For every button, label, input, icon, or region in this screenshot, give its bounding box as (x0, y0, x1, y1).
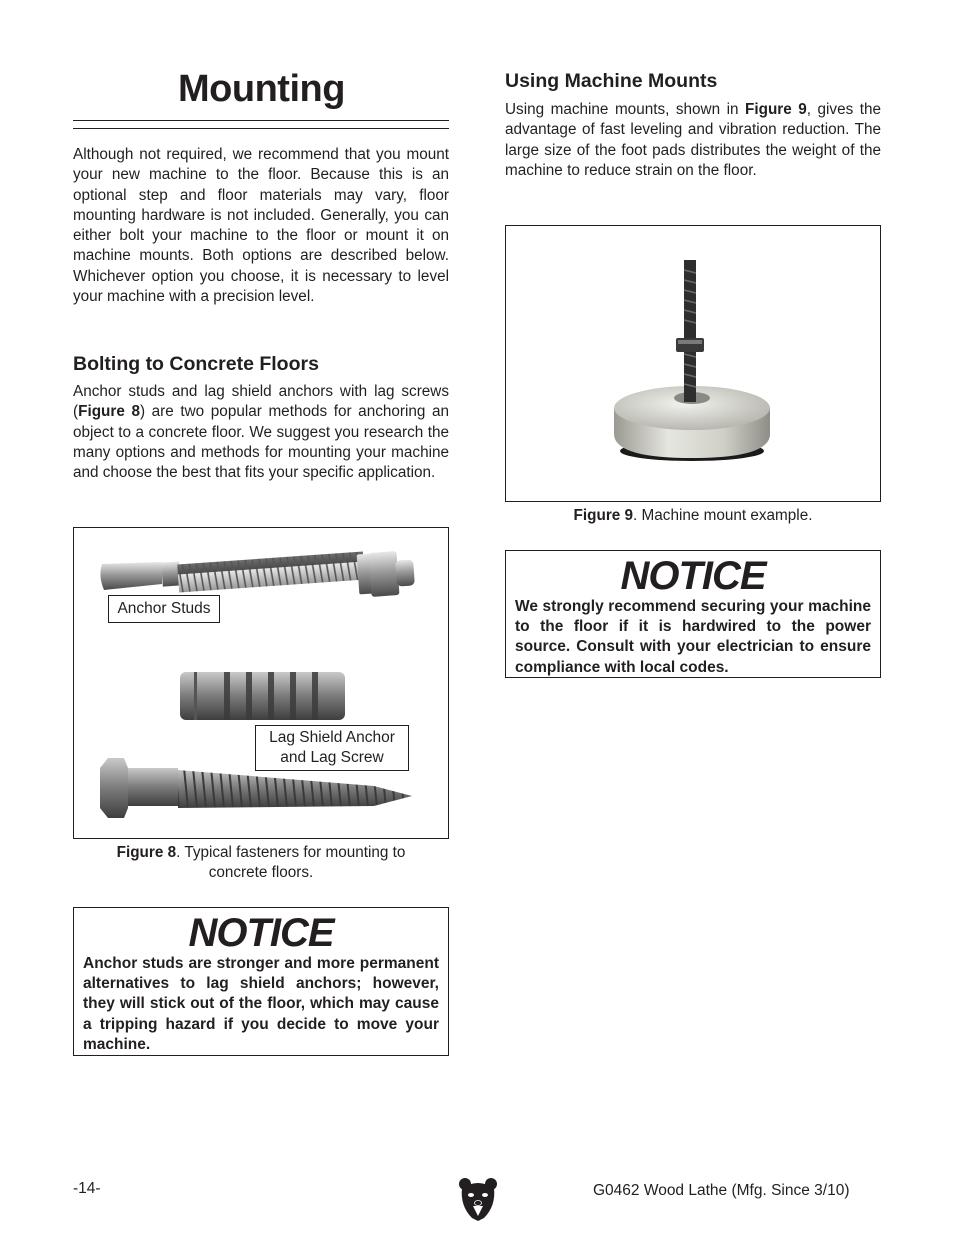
fasteners-image (74, 528, 447, 837)
machine-mounts-heading: Using Machine Mounts (505, 70, 718, 92)
figure-8-caption-line1 (73, 843, 449, 863)
figure-8-caption-line2: concrete floors. (208, 864, 314, 882)
notice-text-left: Anchor studs are stronger and more permanent alternatives to lag shield anchors; however, they will stick out of the floor, which may cause a tripping hazard if you decide to move your machine. (83, 955, 439, 1053)
notice-text-right: We strongly recommend securing your machine to the floor if it is hardwired to the power source. Consult with your electrician to ensure compliance with local codes. (515, 598, 871, 676)
mounts-text-2: , gives the advantage of fast leveling and vibration reduction. The large size of the foot pads distributes the weight of the machine to reduce strain on the floor. (505, 101, 882, 179)
bolting-text-1: Anchor studs and lag shield anchors with lag screws ( (73, 383, 449, 421)
notice-box-right (505, 550, 881, 678)
model-footer: G0462 Wood Lathe (Mfg. Since 3/10) (593, 1182, 850, 1199)
title-rule-bottom (73, 128, 449, 129)
mounts-text-1: Using machine mounts, shown in (505, 101, 745, 118)
figure-9-reference: Figure 9 (745, 101, 807, 118)
figure-8-caption-label: Figure 8 (116, 844, 177, 861)
machine-mounts-paragraph (505, 100, 881, 181)
notice-box-left (73, 907, 449, 1056)
notice-title-right: NOTICE (620, 554, 766, 598)
intro-paragraph: Although not required, we recommend that you mount your new machine to the floor. Because this is an optional step and floor materials may vary, floor mounting hardware is not included. Generally, you can either bolt your machine to the floor or mount it on machine mounts. Both options are described below. Whichever option you choose, it is necessary to level your machine with a precision level. (73, 146, 449, 306)
notice-title-left: NOTICE (188, 911, 334, 955)
figure-9-caption-label: Figure 9 (573, 507, 634, 524)
page-title: Mounting (178, 68, 345, 110)
bolting-text-2: ) are two popular methods for anchoring an object to a concrete floor. We suggest you research the many options and methods for mounting your machine and choose the best that fits your specific application. (73, 403, 449, 482)
figure-8-caption-text: . Typical fasteners for mounting to (176, 844, 406, 861)
bear-logo (458, 1176, 498, 1222)
title-rule-top (73, 120, 449, 121)
figure-9-caption (505, 506, 881, 526)
lag-shield-label-line1: Lag Shield Anchor (269, 729, 395, 746)
figure-9-caption-text: . Machine mount example. (633, 507, 813, 524)
anchor-studs-label: Anchor Studs (108, 595, 220, 623)
bolting-heading: Bolting to Concrete Floors (73, 353, 319, 375)
figure-9-box (505, 225, 881, 502)
bolting-paragraph (73, 382, 449, 483)
figure-8-caption (73, 843, 449, 884)
lag-shield-graphic (180, 672, 345, 720)
lag-shield-label (255, 725, 409, 771)
page-number: -14- (73, 1180, 101, 1197)
figure-8-reference: Figure 8 (78, 403, 140, 421)
machine-mount-image (506, 226, 879, 500)
bear-logo-icon (458, 1176, 498, 1222)
figure-8-box (73, 527, 449, 839)
anchor-stud-graphic (100, 551, 414, 597)
lag-shield-label-line2: and Lag Screw (280, 749, 384, 766)
